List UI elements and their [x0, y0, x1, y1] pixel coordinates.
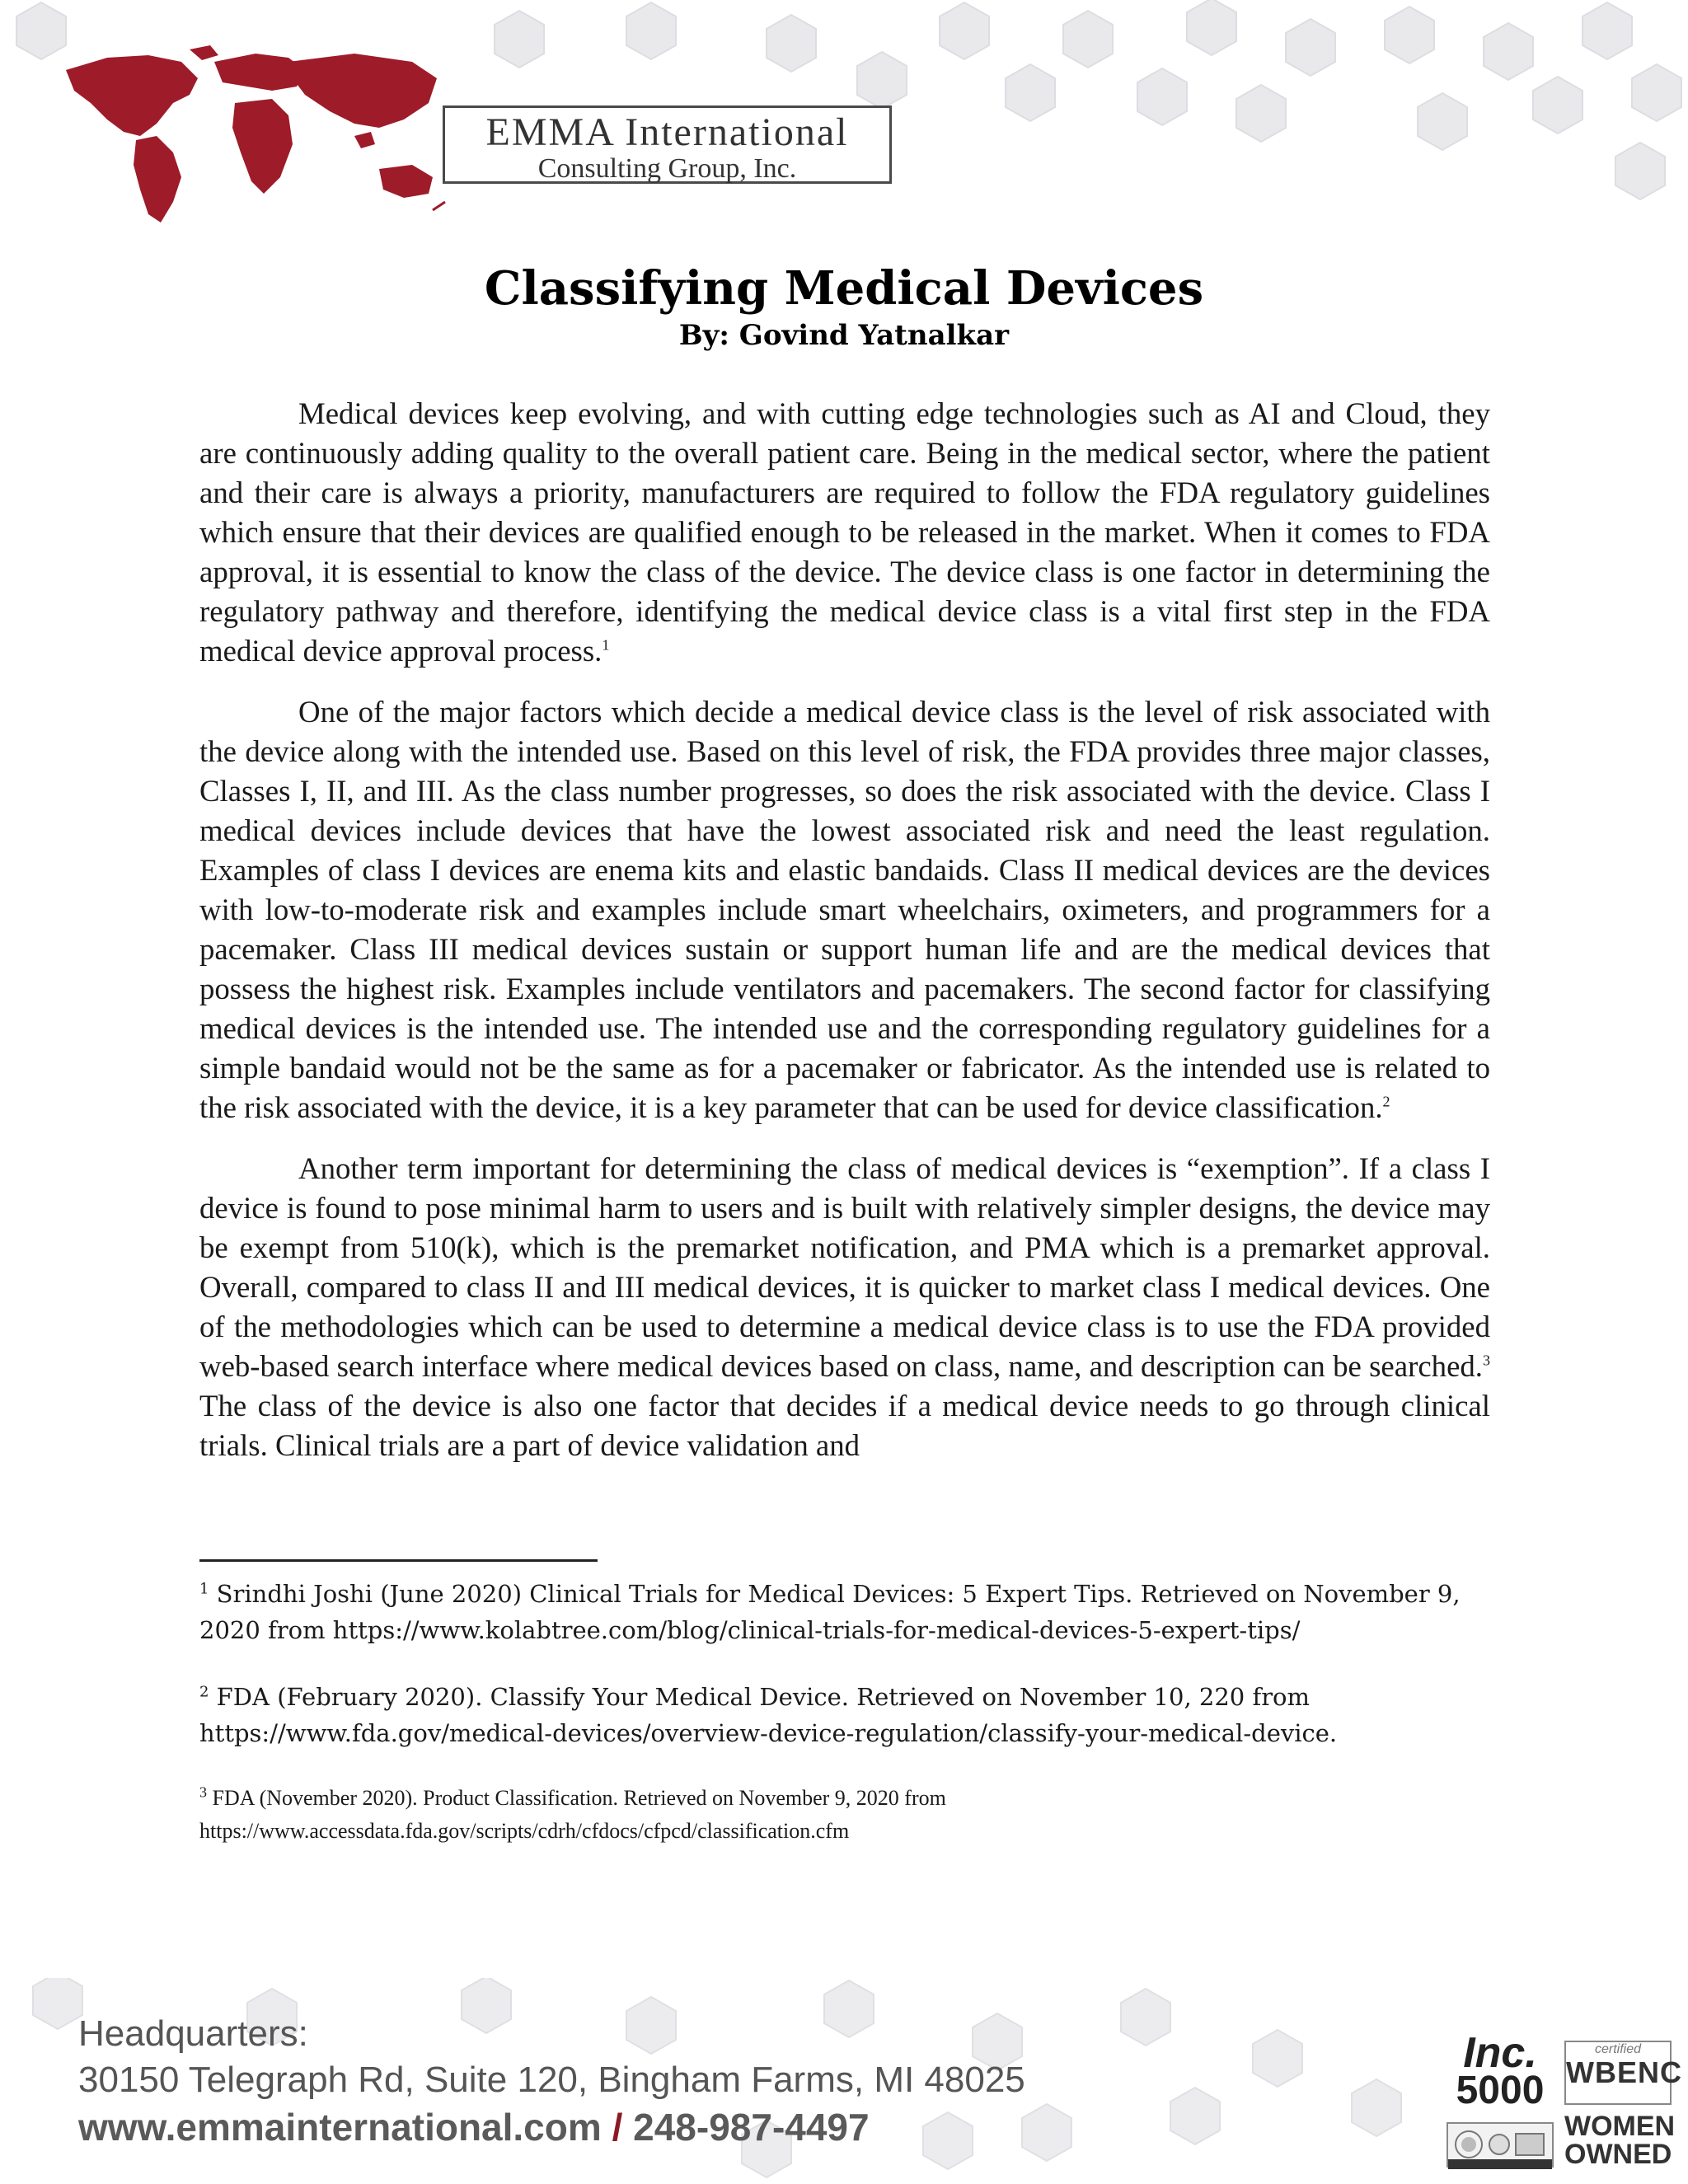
footer-website-link[interactable]: www.emmainternational.com [78, 2106, 602, 2149]
paragraph-3 [199, 1149, 1490, 1465]
paragraph-1 [199, 394, 1490, 671]
paragraph-1-text: Medical devices keep evolving, and with cutting edge technologies such as AI and Cloud, they are continuously adding quality to the overall patient care. Being in the medical sector, where the patient and their care is always a priority, manufacturers are required to follow the FDA regulatory guidelines which ensure that their devices are qualified enough to be released in the market. When it comes to FDA approval, it is essential to know the class of the device. The device class is one factor in determining the regulatory pathway and therefore, identifying the medical device class is a vital first step in the FDA medical device approval process. [199, 396, 1490, 668]
paragraph-3-text-b: The class of the device is also one factor that decides if a medical device needs to go through clinical trials. Clinical trials are a part of device validation and [199, 1389, 1490, 1462]
footer-contact [78, 2011, 1025, 2151]
footnote-3 [199, 1782, 1490, 1848]
iso-certification-strip [1448, 2159, 1552, 2169]
footnote-3-text: FDA (November 2020). Product Classification. Retrieved on November 9, 2020 from https://www.accessdata.fda.gov/scripts/cdrh/cfdocs/cfpcd/classification.cfm [199, 1786, 946, 1843]
world-map-logo [58, 45, 453, 235]
footer-phone: 248-987-4497 [633, 2106, 870, 2149]
paragraph-2 [199, 692, 1490, 1127]
footnote-1-number: 1 [199, 1580, 209, 1598]
footnote-ref-3: 3 [1483, 1352, 1490, 1369]
logo-company-subtitle: Consulting Group, Inc. [537, 153, 797, 184]
footnote-1-text: Srindhi Joshi (June 2020) Clinical Trials for Medical Devices: 5 Expert Tips. Retrieved on November 9, 2020 from https://www.kolabtree.com/blog/clinical-trials-for-medical-devices-5-expert-tips/ [199, 1580, 1461, 1644]
footnote-ref-1: 1 [602, 636, 610, 654]
company-logo [443, 105, 892, 184]
footnote-divider [199, 1559, 598, 1562]
paragraph-3-text-a: Another term important for determining the class of medical devices is “exemption”. If a class I device is found to pose minimal harm to users and is built with relatively simpler designs, the device may be exempt from 510(k), which is the premarket notification, and PMA which is a premarket approval. Overall, compared to class II and III medical devices, it is quicker to market class I medical devices. One of the methodologies which can be used to determine a medical device class is to use the FDA provided web-based search interface where medical devices based on class, name, and description can be searched. [199, 1151, 1490, 1383]
article-title: Classifying Medical Devices [484, 261, 1204, 316]
inc-badge-line1: Inc. [1463, 2029, 1537, 2077]
footnote-1 [199, 1576, 1490, 1648]
footer-address: 30150 Telegraph Rd, Suite 120, Bingham Farms, MI 48025 [78, 2060, 1025, 2100]
women-owned-badge [1564, 2111, 1676, 2170]
wbenc-badge [1564, 2041, 1682, 2105]
wbenc-certified-label: certified [1594, 2042, 1642, 2056]
women-owned-line1: WOMEN [1564, 2111, 1676, 2142]
footnote-2 [199, 1679, 1490, 1751]
footer-separator: / [612, 2106, 623, 2149]
article-byline: By: Govind Yatnalkar [678, 319, 1010, 352]
inc-badge-line2: 5000 [1456, 2069, 1545, 2112]
footnote-2-text: FDA (February 2020). Classify Your Medical Device. Retrieved on November 10, 220 from https://www.fda.gov/medical-devices/overview-device-regulation/classify-your-medical-device. [199, 1683, 1338, 1747]
wbenc-label: WBENC [1566, 2055, 1682, 2089]
paragraph-2-text: One of the major factors which decide a medical device class is the level of risk associated with the device along with the intended use. Based on this level of risk, the FDA provides three major classes, Classes I, II, and III. As the class number progresses, so does the risk associated with the device. Class I medical devices include devices that have the lowest associated risk and need the least regulation. Examples of class I devices are enema kits and elastic bandaids. Class II medical devices are the devices with low-to-moderate risk and examples include smart wheelchairs, oximeters, and programmers for a pacemaker. Class III medical devices sustain or support human life and are the medical devices that possess the highest risk. Examples include ventilators and pacemakers. The second factor for classifying medical devices is the intended use. The intended use and the corresponding regulatory guidelines for a simple bandaid would not be the same as for a pacemaker or fabricator. As the intended use is related to the risk associated with the device, it is a key parameter that can be used for device classification. [199, 695, 1490, 1124]
footer-web-line [78, 2103, 1025, 2151]
women-owned-line2: OWNED [1564, 2139, 1672, 2170]
footnote-3-number: 3 [199, 1783, 207, 1801]
inc-5000-badge [1447, 2029, 1554, 2112]
footnote-2-number: 2 [199, 1683, 209, 1701]
logo-company-name: EMMA International [485, 110, 849, 154]
footer-hq-label: Headquarters: [78, 2013, 308, 2054]
article-body [199, 394, 1490, 1487]
footnote-ref-2: 2 [1382, 1093, 1390, 1110]
